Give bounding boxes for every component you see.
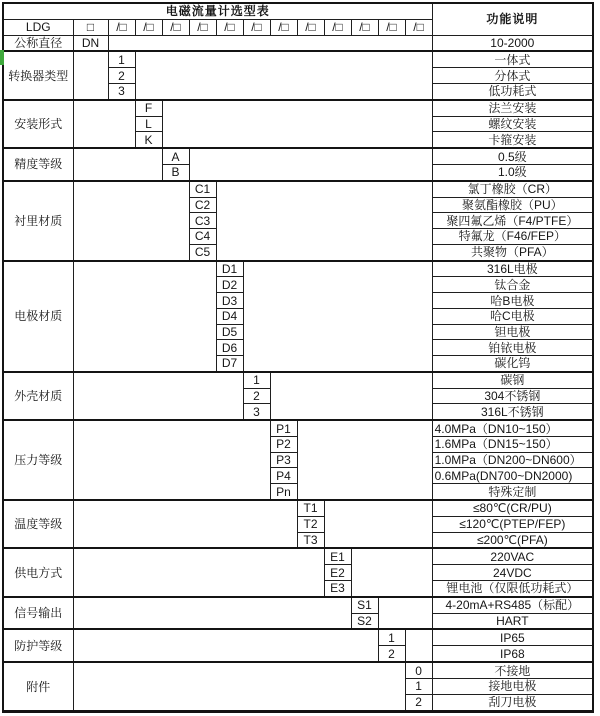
model-slot: /□ [216,19,243,35]
blank-cell [108,35,432,51]
option-desc: HART [432,613,593,629]
model-slot: /□ [135,19,162,35]
green-scan-artifact [0,50,4,65]
category-label: 信号输出 [3,597,73,630]
table-row [3,548,593,564]
table-row [3,35,593,51]
blank-cell [73,181,189,261]
option-desc: 220VAC [432,548,593,564]
option-desc: 聚四氟乙烯（F4/PTFE） [432,213,593,229]
option-code: P3 [270,452,297,468]
model-slot: /□ [189,19,216,35]
model-slot: /□ [297,19,324,35]
option-desc: 哈B电极 [432,293,593,309]
option-desc: 4-20mA+RS485（标配） [432,597,593,613]
option-desc: 法兰安装 [432,100,593,116]
diameter-code: DN [73,35,108,51]
option-desc: 1.6MPa（DN15~150） [432,437,593,453]
model-slot: /□ [270,19,297,35]
table-row [3,51,593,67]
option-desc: ≤80℃(CR/PU) [432,500,593,516]
option-code: E1 [324,548,351,564]
option-code: B [162,164,189,180]
option-desc: ≤120℃(PTEP/FEP) [432,516,593,532]
category-label: 温度等级 [3,500,73,548]
option-code: D4 [216,308,243,324]
category-label: 电极材质 [3,261,73,372]
option-desc: 特氟龙（F46/FEP） [432,229,593,245]
category-label: 安装形式 [3,100,73,148]
table-row [3,148,593,164]
table-row [3,662,593,678]
option-desc: IP68 [432,646,593,662]
model-first-box: □ [73,19,108,35]
blank-cell [324,500,432,548]
blank-cell [243,261,432,372]
option-code: C2 [189,197,216,213]
model-slot: /□ [378,19,405,35]
blank-cell [73,261,216,372]
option-desc: 碳化钨 [432,356,593,372]
blank-cell [189,148,432,181]
option-code: L [135,116,162,132]
category-label-diameter: 公称直径 [3,35,73,51]
model-slot: /□ [405,19,432,35]
option-code: D3 [216,293,243,309]
model-prefix: LDG [3,19,73,35]
option-code: 3 [243,404,270,420]
option-desc: 1.0MPa（DN200~DN600） [432,452,593,468]
option-code: Pn [270,484,297,500]
function-column-header: 功能说明 [432,3,593,35]
option-code: D6 [216,340,243,356]
option-desc: 接地电极 [432,678,593,694]
blank-cell [73,597,351,630]
blank-cell [73,100,135,148]
blank-cell [216,181,432,261]
option-code: P2 [270,437,297,453]
option-code: C3 [189,213,216,229]
table-row [3,372,593,388]
blank-cell [73,148,162,181]
option-desc: 铂铱电极 [432,340,593,356]
option-code: C1 [189,181,216,197]
table-row [3,100,593,116]
blank-cell [351,548,432,596]
blank-cell [270,372,432,420]
blank-cell [73,420,270,500]
option-code: 1 [243,372,270,388]
blank-cell [73,500,297,548]
category-label: 转换器类型 [3,51,73,99]
option-code: E2 [324,565,351,581]
table-row [3,500,593,516]
option-code: K [135,132,162,148]
blank-cell [73,548,324,596]
option-desc: 24VDC [432,565,593,581]
option-desc: IP65 [432,629,593,645]
option-desc: 不接地 [432,662,593,678]
option-desc: 0.6MPa(DN700~DN2000) [432,468,593,484]
option-code: 1 [378,629,405,645]
option-code: C4 [189,229,216,245]
blank-cell [297,420,432,500]
table-row [3,261,593,277]
option-code: A [162,148,189,164]
model-slot: /□ [162,19,189,35]
category-label: 附件 [3,662,73,711]
option-desc: 卡箍安装 [432,132,593,148]
option-desc: 316L电极 [432,261,593,277]
option-desc: 分体式 [432,68,593,84]
option-code: D1 [216,261,243,277]
category-label: 供电方式 [3,548,73,596]
option-desc: 氯丁橡胶（CR） [432,181,593,197]
table-row [3,181,593,197]
blank-cell [73,51,108,99]
option-desc: 低功耗式 [432,83,593,99]
model-slot: /□ [243,19,270,35]
table-row [3,420,593,436]
selection-table-body [3,3,593,712]
option-desc: 特殊定制 [432,484,593,500]
option-code: T1 [297,500,324,516]
model-slot: /□ [108,19,135,35]
blank-cell [73,372,243,420]
option-code: P4 [270,468,297,484]
category-label: 外壳材质 [3,372,73,420]
option-code: D2 [216,277,243,293]
option-desc: 钽电极 [432,324,593,340]
model-slot: /□ [351,19,378,35]
option-code: 3 [108,83,135,99]
option-code: S2 [351,613,378,629]
option-desc: 304不锈钢 [432,388,593,404]
table-title: 电磁流量计选型表 [3,3,432,19]
option-code: T3 [297,532,324,548]
option-code: P1 [270,420,297,436]
option-code: 0 [405,662,432,678]
option-desc: 共聚物（PFA） [432,244,593,260]
blank-cell [135,51,432,99]
option-desc: 4.0MPa（DN10~150） [432,420,593,436]
table-row [3,597,593,613]
option-desc: 钛合金 [432,277,593,293]
table-row [3,3,593,19]
option-desc: 聚氨酯橡胶（PU） [432,197,593,213]
blank-cell [73,629,378,662]
category-label: 压力等级 [3,420,73,500]
category-label: 精度等级 [3,148,73,181]
option-desc: 316L不锈钢 [432,404,593,420]
table-row [3,629,593,645]
option-code: 2 [108,68,135,84]
option-code: 2 [378,646,405,662]
option-code: D7 [216,356,243,372]
option-code: 1 [108,51,135,67]
model-slot: /□ [324,19,351,35]
option-code: E3 [324,580,351,596]
blank-cell [378,597,432,630]
selection-table [2,2,594,713]
option-desc: 碳钢 [432,372,593,388]
option-code: 2 [405,694,432,711]
blank-cell [405,629,432,662]
option-code: 2 [243,388,270,404]
option-desc: 螺纹安装 [432,116,593,132]
blank-cell [162,100,432,148]
option-code: D5 [216,324,243,340]
option-desc: 锂电池（仅限低功耗式） [432,580,593,596]
option-code: 1 [405,678,432,694]
option-desc: 0.5级 [432,148,593,164]
blank-cell [73,662,405,711]
option-desc: ≤200℃(PFA) [432,532,593,548]
option-desc: 刮刀电极 [432,694,593,711]
option-desc: 1.0级 [432,164,593,180]
category-label: 衬里材质 [3,181,73,261]
option-desc: 10-2000 [432,35,593,51]
option-desc: 一体式 [432,51,593,67]
option-code: F [135,100,162,116]
category-label: 防护等级 [3,629,73,662]
option-code: T2 [297,516,324,532]
option-desc: 哈C电极 [432,308,593,324]
option-code: S1 [351,597,378,613]
option-code: C5 [189,244,216,260]
